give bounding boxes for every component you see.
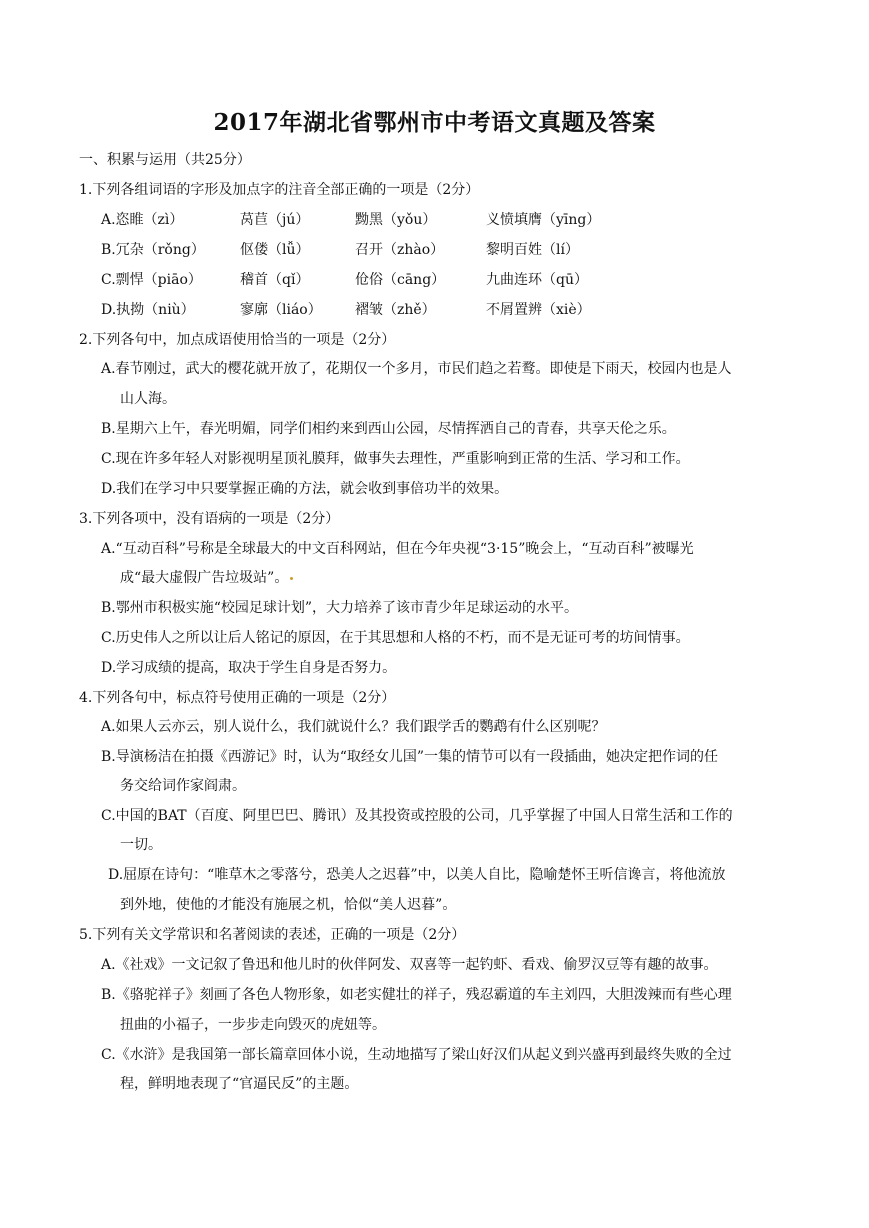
q5-option-a: A.《社戏》一文记叙了鲁迅和他儿时的伙伴阿发、双喜等一起钓虾、看戏、偷罗汉豆等有趣的故事。 bbox=[101, 957, 718, 973]
q3-option-d: D.学习成绩的提高，取决于学生自身是否努力。 bbox=[101, 660, 397, 676]
question-2-stem: 2.下列各句中，加点成语使用恰当的一项是（2分） bbox=[79, 332, 396, 348]
q5-option-c: C.《水浒》是我国第一部长篇章回体小说，生动地描写了梁山好汉们从起义到兴盛再到最终失败的全过 bbox=[101, 1047, 732, 1063]
q2-option-d: D.我们在学习中只要掌握正确的方法，就会收到事倍功半的效果。 bbox=[101, 481, 509, 497]
q1-option-c-word2: 稽首（qǐ） bbox=[240, 272, 310, 288]
page-title: 2017年湖北省鄂州市中考语文真题及答案 bbox=[213, 109, 656, 136]
q2-option-c: C.现在许多年轻人对影视明星顶礼膜拜，做事失去理性，严重影响到正常的生活、学习和工作。 bbox=[101, 451, 690, 467]
q4-option-c-cont: 一切。 bbox=[120, 837, 162, 853]
q1-option-b-word1: B.冗杂（rǒng） bbox=[101, 242, 205, 258]
q3-option-a-cont bbox=[120, 568, 293, 588]
q2-option-b: B.星期六上午，春光明媚，同学们相约来到西山公园，尽情挥洒自己的青春，共享天伦之乐。 bbox=[101, 421, 676, 437]
q4-option-b: B.导演杨洁在拍摄《西游记》时，认为“取经女儿国”一集的情节可以有一段插曲，她决定把作词的任 bbox=[101, 749, 719, 765]
q1-option-b-word3: 召开（zhào） bbox=[355, 242, 445, 258]
q1-option-b-word4: 黎明百姓（lí） bbox=[486, 242, 579, 258]
question-1-stem: 1.下列各组词语的字形及加点字的注音全部正确的一项是（2分） bbox=[79, 182, 480, 198]
q2-option-a-cont: 山人海。 bbox=[120, 391, 176, 407]
q1-option-c-word4: 九曲连环（qū） bbox=[486, 272, 588, 288]
q4-option-a: A.如果人云亦云，别人说什么，我们就说什么？我们跟学舌的鹦鹉有什么区别呢？ bbox=[101, 719, 606, 735]
q1-option-a-word3: 黝黑（yǒu） bbox=[355, 212, 437, 228]
q1-option-b-word2: 伛偻（lǚ） bbox=[240, 242, 310, 258]
q4-option-d: D.屈原在诗句：“唯草木之零落兮，恐美人之迟暮”中，以美人自比，隐喻楚怀王听信谗言，将他流放 bbox=[108, 867, 726, 883]
section-heading: 一、积累与运用（共25分） bbox=[79, 152, 251, 168]
q3-option-b: B.鄂州市积极实施“校园足球计划”，大力培养了该市青少年足球运动的水平。 bbox=[101, 600, 579, 616]
q5-option-c-cont: 程，鲜明地表现了“官逼民反”的主题。 bbox=[120, 1076, 359, 1092]
q1-option-d-word3: 褶皱（zhě） bbox=[355, 302, 436, 318]
q5-option-b: B.《骆驼祥子》刻画了各色人物形象，如老实健壮的祥子，残忍霸道的车主刘四，大胆泼辣而有些心理 bbox=[101, 987, 732, 1003]
q3-option-a-cont-text: 成“最大虚假广告垃圾站”。 bbox=[120, 570, 289, 586]
q1-option-a-word4: 义愤填膺（yīng） bbox=[486, 212, 601, 228]
q3-option-c: C.历史伟人之所以让后人铭记的原因，在于其思想和人格的不朽，而不是无证可考的坊间情事。 bbox=[101, 630, 690, 646]
q1-option-d-word4: 不屑置辨（xiè） bbox=[486, 302, 591, 318]
q5-option-b-cont: 扭曲的小福子，一步步走向毁灭的虎妞等。 bbox=[120, 1017, 386, 1033]
q4-option-d-cont: 到外地，使他的才能没有施展之机，恰似“美人迟暮”。 bbox=[120, 897, 457, 913]
q4-option-b-cont: 务交给词作家阎肃。 bbox=[120, 778, 246, 794]
q3-option-a: A.“互动百科”号称是全球最大的中文百科网站，但在今年央视“3·15”晚会上，“互动百科”被曝光 bbox=[101, 541, 694, 557]
q4-option-c: C.中国的BAT（百度、阿里巴巴、腾讯）及其投资或控股的公司，几乎掌握了中国人日常生活和工作的 bbox=[101, 808, 733, 824]
q1-option-a-word1: A.恣睢（zì） bbox=[101, 212, 184, 228]
question-5-stem: 5.下列有关文学常识和名著阅读的表述，正确的一项是（2分） bbox=[79, 927, 466, 943]
question-3-stem: 3.下列各项中，没有语病的一项是（2分） bbox=[79, 511, 340, 527]
q1-option-d-word2: 寥廓（liáo） bbox=[240, 302, 322, 318]
q1-option-d-word1: D.执拗（niù） bbox=[101, 302, 195, 318]
stray-mark bbox=[290, 577, 293, 580]
q1-option-c-word3: 伧俗（cāng） bbox=[355, 272, 446, 288]
q1-option-a-word2: 莴苣（jú） bbox=[240, 212, 310, 228]
question-4-stem: 4.下列各句中，标点符号使用正确的一项是（2分） bbox=[79, 690, 396, 706]
q1-option-c-word1: C.剽悍（piāo） bbox=[101, 272, 202, 288]
q2-option-a: A.春节刚过，武大的樱花就开放了，花期仅一个多月，市民们趋之若鹜。即使是下雨天，校园内也是人 bbox=[101, 361, 732, 377]
